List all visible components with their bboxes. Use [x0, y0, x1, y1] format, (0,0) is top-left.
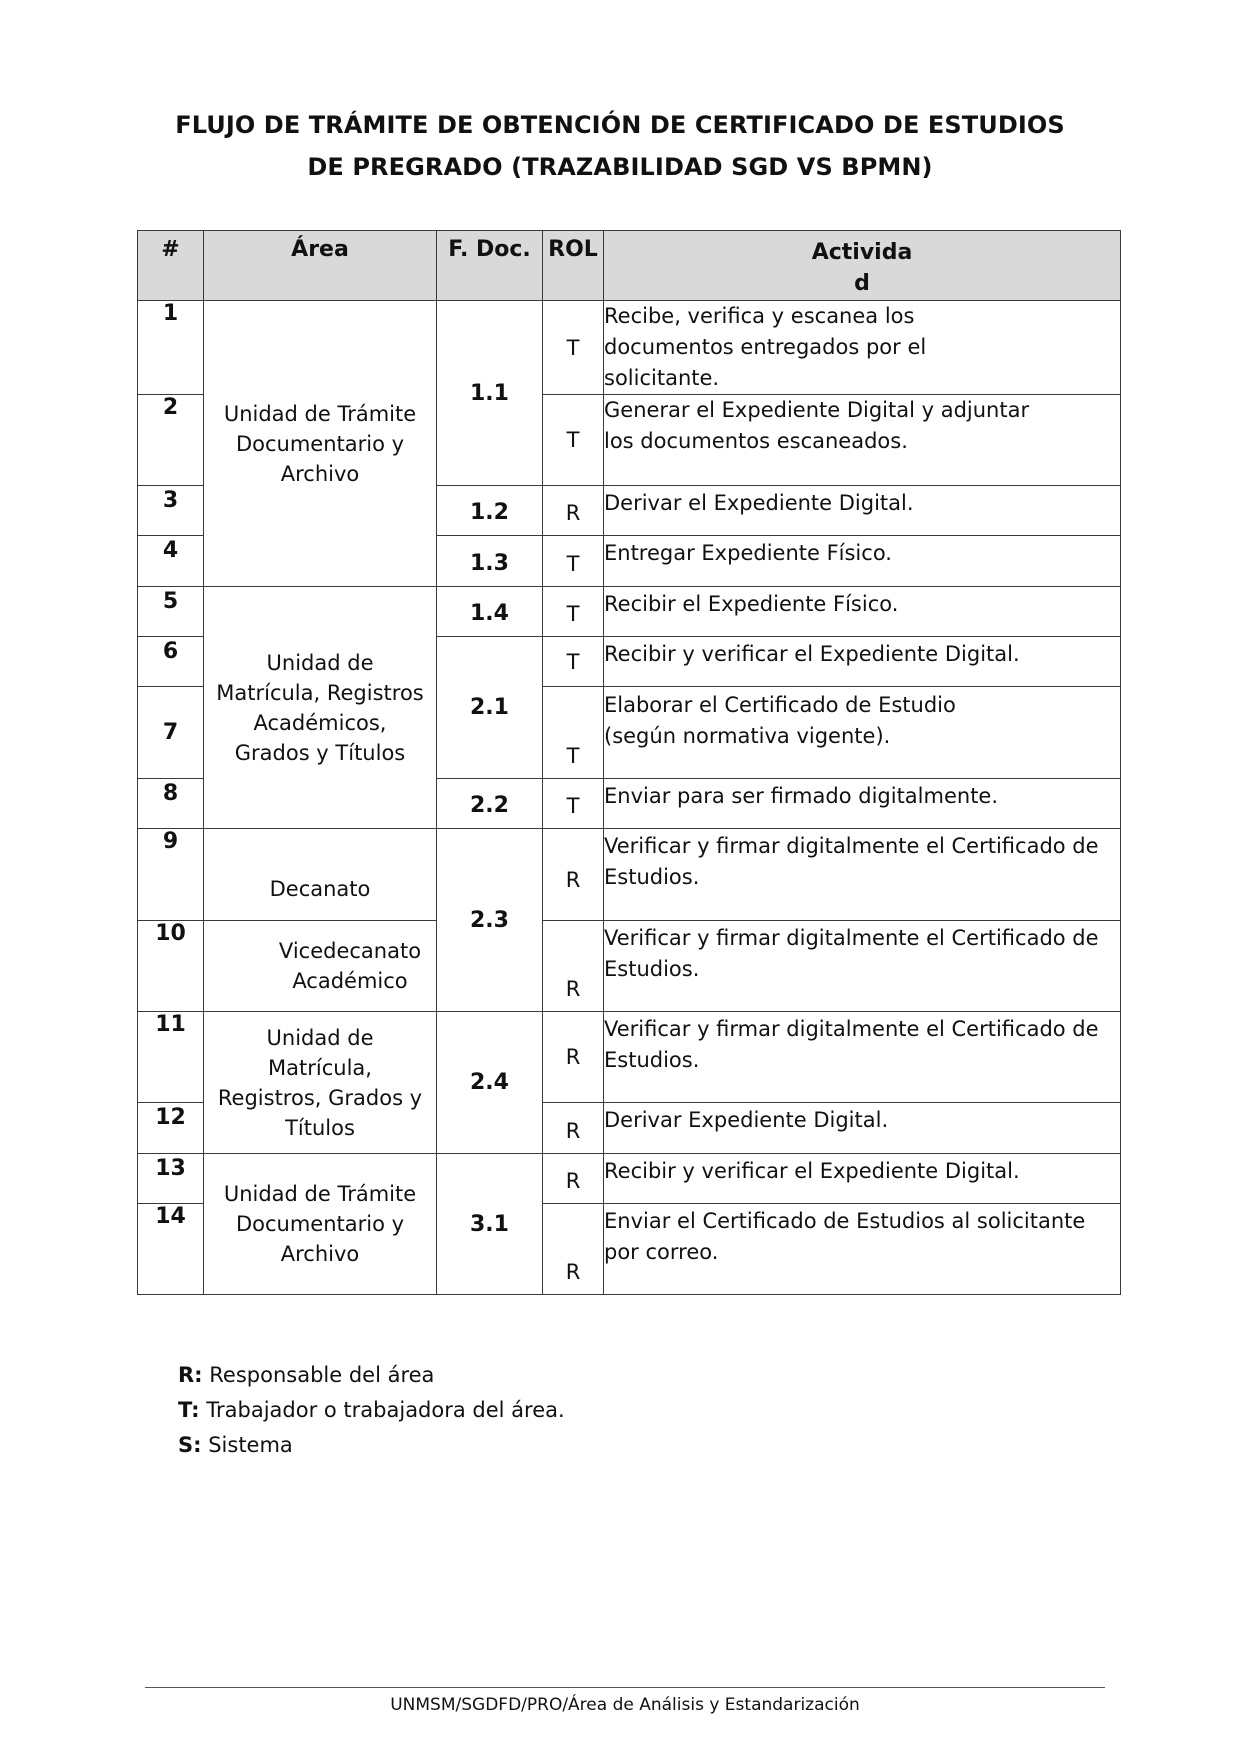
- fdoc-cell: 3.1: [437, 1154, 543, 1295]
- area-cell: [204, 1012, 437, 1154]
- legend-key: S:: [178, 1433, 202, 1457]
- header-num: #: [138, 231, 204, 301]
- activity-cell: [604, 301, 1121, 395]
- rol-cell: R: [543, 829, 604, 921]
- row-number: 14: [138, 1204, 204, 1295]
- fdoc-cell: 2.1: [437, 637, 543, 779]
- area-line: Unidad de Trámite: [223, 1182, 417, 1206]
- table-row: [138, 829, 1121, 921]
- row-number: 4: [138, 536, 204, 587]
- activity-line: Verificar y firmar digitalmente el Certificado de: [604, 926, 1099, 950]
- legend-item: [178, 1428, 565, 1463]
- activity-line: Derivar Expediente Digital.: [604, 1108, 889, 1132]
- table-row: [138, 301, 1121, 395]
- row-number: 5: [138, 587, 204, 637]
- activity-cell: [604, 587, 1121, 637]
- activity-cell: [604, 779, 1121, 829]
- rol-cell: R: [543, 1204, 604, 1295]
- legend-item: [178, 1358, 565, 1393]
- area-line: Unidad de Trámite: [223, 401, 417, 426]
- rol-cell: R: [543, 921, 604, 1012]
- activity-line: Recibir y verificar el Expediente Digital.: [604, 642, 1020, 666]
- activity-line: Recibir y verificar el Expediente Digital.: [604, 1159, 1020, 1183]
- process-flow-table: [137, 230, 1121, 1295]
- row-number: 2: [138, 395, 204, 486]
- document-title: [150, 104, 1090, 188]
- activity-line: documentos entregados por el: [604, 335, 927, 359]
- area-cell: [204, 301, 437, 587]
- fdoc-cell: 1.2: [437, 486, 543, 536]
- activity-line: Derivar el Expediente Digital.: [604, 491, 914, 515]
- activity-line: (según normativa vigente).: [604, 724, 891, 748]
- activity-line: Verificar y firmar digitalmente el Certificado de: [604, 834, 1099, 858]
- rol-cell: T: [543, 687, 604, 779]
- activity-line: Verificar y firmar digitalmente el Certificado de: [604, 1017, 1099, 1041]
- rol-cell: R: [543, 1103, 604, 1154]
- title-line-2: DE PREGRADO (TRAZABILIDAD SGD VS BPMN): [307, 153, 933, 181]
- legend-text: Sistema: [208, 1433, 293, 1457]
- area-cell: [204, 1154, 437, 1295]
- activity-cell: [604, 687, 1121, 779]
- area-line: Registros, Grados y: [217, 1085, 423, 1110]
- area-line: Documentario y: [235, 431, 405, 456]
- activity-line: Elaborar el Certificado de Estudio: [604, 693, 956, 717]
- row-number: 8: [138, 779, 204, 829]
- header-area: Área: [204, 231, 437, 301]
- fdoc-cell: 1.4: [437, 587, 543, 637]
- rol-cell: R: [543, 486, 604, 536]
- page-footer: UNMSM/SGDFD/PRO/Área de Análisis y Estandarización: [390, 1695, 860, 1715]
- area-line: Archivo: [280, 1242, 360, 1266]
- area-line: Archivo: [280, 461, 360, 486]
- activity-line: solicitante.: [604, 366, 720, 390]
- rol-cell: T: [543, 395, 604, 486]
- table-row: [138, 921, 1121, 1012]
- activity-line: los documentos escaneados.: [604, 429, 908, 453]
- activity-line: Enviar el Certificado de Estudios al solicitante: [604, 1209, 1086, 1233]
- activity-cell: [604, 1204, 1121, 1295]
- legend-key: R:: [178, 1363, 203, 1387]
- table-row: [138, 1154, 1121, 1204]
- header-actividad: [604, 231, 1121, 301]
- row-number: 11: [138, 1012, 204, 1103]
- role-legend: [178, 1358, 565, 1463]
- fdoc-cell: 2.2: [437, 779, 543, 829]
- legend-key: T:: [178, 1398, 200, 1422]
- row-number: 13: [138, 1154, 204, 1204]
- row-number: 7: [138, 687, 204, 779]
- activity-line: Recibe, verifica y escanea los: [604, 304, 915, 328]
- rol-cell: T: [543, 587, 604, 637]
- activity-cell: [604, 536, 1121, 587]
- activity-cell: [604, 1103, 1121, 1154]
- row-number: 10: [138, 921, 204, 1012]
- activity-line: Enviar para ser firmado digitalmente.: [604, 784, 999, 808]
- area-cell: [204, 587, 437, 829]
- row-number: 1: [138, 301, 204, 395]
- row-number: 12: [138, 1103, 204, 1154]
- activity-line: Entregar Expediente Físico.: [604, 541, 892, 565]
- table-header-row: [138, 231, 1121, 301]
- activity-cell: [604, 637, 1121, 687]
- activity-line: Estudios.: [604, 957, 700, 981]
- rol-cell: R: [543, 1012, 604, 1103]
- activity-line: Estudios.: [604, 865, 700, 889]
- header-rol: ROL: [543, 231, 604, 301]
- legend-item: [178, 1393, 565, 1428]
- activity-cell: [604, 921, 1121, 1012]
- fdoc-cell: 2.3: [437, 829, 543, 1012]
- legend-text: Trabajador o trabajadora del área.: [206, 1398, 565, 1422]
- legend-text: Responsable del área: [209, 1363, 435, 1387]
- area-line: Unidad de: [266, 1025, 374, 1050]
- rol-cell: T: [543, 301, 604, 395]
- rol-cell: T: [543, 779, 604, 829]
- rol-cell: R: [543, 1154, 604, 1204]
- area-line: Vicedecanato: [278, 939, 422, 963]
- area-cell: [204, 829, 437, 921]
- activity-line: Generar el Expediente Digital y adjuntar: [604, 398, 1030, 422]
- fdoc-cell: 1.1: [437, 301, 543, 486]
- activity-cell: [604, 1012, 1121, 1103]
- area-line: Unidad de: [266, 650, 374, 675]
- footer-divider: [145, 1687, 1105, 1688]
- area-line: Matrícula, Registros: [216, 680, 424, 705]
- activity-line: Recibir el Expediente Físico.: [604, 592, 899, 616]
- table-row: [138, 587, 1121, 637]
- area-line: Decanato: [269, 876, 371, 901]
- rol-cell: T: [543, 536, 604, 587]
- row-number: 3: [138, 486, 204, 536]
- rol-cell: T: [543, 637, 604, 687]
- area-line: Académicos,: [253, 710, 387, 735]
- activity-cell: [604, 1154, 1121, 1204]
- area-line: Matrícula,: [268, 1055, 372, 1080]
- activity-cell: [604, 395, 1121, 486]
- fdoc-cell: 2.4: [437, 1012, 543, 1154]
- area-line: Académico: [292, 969, 408, 993]
- fdoc-cell: 1.3: [437, 536, 543, 587]
- header-actividad-line-2: d: [854, 271, 870, 296]
- activity-cell: [604, 486, 1121, 536]
- row-number: 9: [138, 829, 204, 921]
- activity-cell: [604, 829, 1121, 921]
- activity-line: por correo.: [604, 1240, 719, 1264]
- header-actividad-line-1: Activida: [811, 240, 913, 265]
- title-line-1: FLUJO DE TRÁMITE DE OBTENCIÓN DE CERTIFICADO DE ESTUDIOS: [175, 111, 1065, 139]
- activity-line: Estudios.: [604, 1048, 700, 1072]
- area-line: Títulos: [285, 1115, 355, 1140]
- table-row: [138, 1012, 1121, 1103]
- area-cell: [204, 921, 437, 1012]
- header-fdoc: F. Doc.: [437, 231, 543, 301]
- area-line: Grados y Títulos: [234, 740, 406, 765]
- row-number: 6: [138, 637, 204, 687]
- area-line: Documentario y: [235, 1212, 405, 1236]
